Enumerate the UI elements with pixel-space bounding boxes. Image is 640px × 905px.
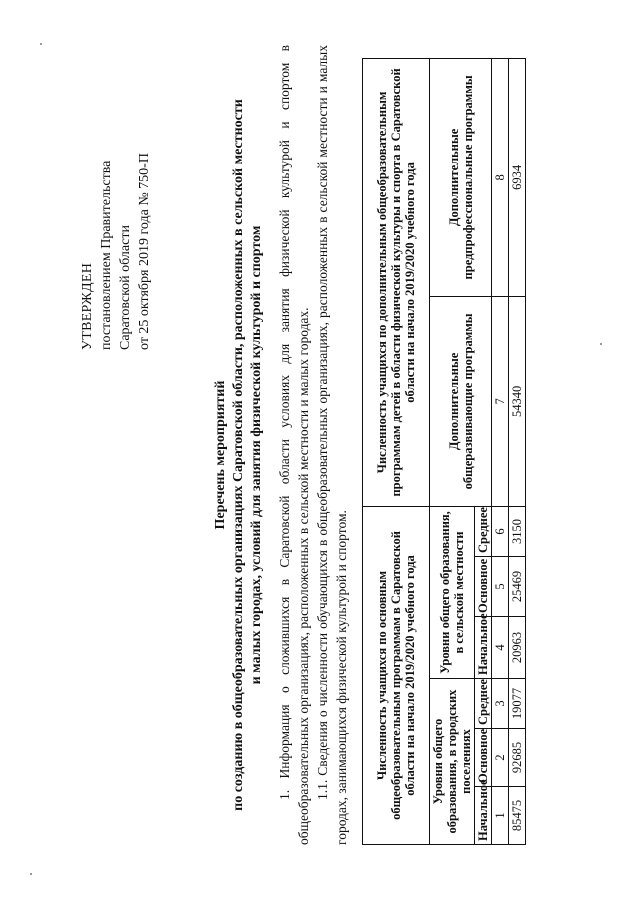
level-header: Среднее bbox=[475, 506, 492, 556]
approval-line: от 25 октября 2019 года № 750-П bbox=[137, 153, 152, 350]
scan-speck bbox=[600, 343, 602, 345]
header-main-programs: Численность учащихся по основным общеобразовательным программам в Саратовской области на начало 2019/2020 учебного года bbox=[363, 506, 430, 844]
approval-stamp bbox=[78, 30, 154, 350]
header-additional-programs: Численность учащихся по дополнительным общеобразовательным программам детей в области физической культуры и спорта в Саратовской области на начало 2019/2020 учебного года bbox=[363, 58, 430, 506]
scan-speck bbox=[40, 43, 42, 45]
value-cell: 25469 bbox=[509, 557, 526, 617]
students-table bbox=[362, 58, 526, 845]
column-number: 7 bbox=[492, 296, 509, 506]
value-cell: 20963 bbox=[509, 617, 526, 679]
value-cell: 3150 bbox=[509, 506, 526, 556]
header-urban-levels: Уровни общего образования, в городских поселениях bbox=[430, 679, 475, 845]
approval-line: постановлением Правительства bbox=[99, 160, 114, 350]
level-header: Начальное bbox=[475, 617, 492, 679]
paragraph-1: 1. Информация о сложившихся в Саратовской области условиях для занятия физической культурой и спортом в общеобразовательных организациях, расположенных в сельской местности и малых городах. bbox=[277, 45, 311, 845]
column-number: 1 bbox=[492, 787, 509, 845]
level-header: Начальное bbox=[475, 787, 492, 845]
level-header: Основное bbox=[475, 729, 492, 787]
header-general-development: Дополнительные общеразвивающие программы bbox=[430, 296, 492, 506]
paragraph-1-1: 1.1. Сведения о численности обучающихся в общеобразовательных организациях, расположенных в сельской местности и малых городах, занимающихся физической культурой и спортом. bbox=[315, 45, 349, 845]
header-pre-professional: Дополнительные предпрофессиональные программы bbox=[430, 58, 492, 296]
column-number: 2 bbox=[492, 729, 509, 787]
header-rural-levels: Уровни общего образования, в сельской местности bbox=[430, 506, 475, 678]
column-number: 8 bbox=[492, 58, 509, 296]
scan-speck bbox=[30, 873, 32, 875]
value-cell: 92685 bbox=[509, 729, 526, 787]
column-number: 6 bbox=[492, 506, 509, 556]
column-number: 3 bbox=[492, 679, 509, 729]
column-number: 5 bbox=[492, 557, 509, 617]
level-header: Среднее bbox=[475, 679, 492, 729]
approval-line: Саратовской области bbox=[118, 225, 133, 350]
title-line: и малых городах, условий для занятия физической культурой и спортом bbox=[249, 225, 264, 685]
title-line: по созданию в общеобразовательных организациях Саратовской области, расположенных в сельской местности bbox=[231, 99, 246, 811]
value-cell: 6934 bbox=[509, 58, 526, 296]
value-cell: 19077 bbox=[509, 679, 526, 729]
column-number: 4 bbox=[492, 617, 509, 679]
title-line: Перечень мероприятий bbox=[213, 380, 228, 530]
value-cell: 54340 bbox=[509, 296, 526, 506]
value-cell: 85475 bbox=[509, 787, 526, 845]
level-header: Основное bbox=[475, 557, 492, 617]
document-title bbox=[212, 75, 266, 835]
approval-heading: УТВЕРЖДЕН bbox=[80, 262, 95, 350]
